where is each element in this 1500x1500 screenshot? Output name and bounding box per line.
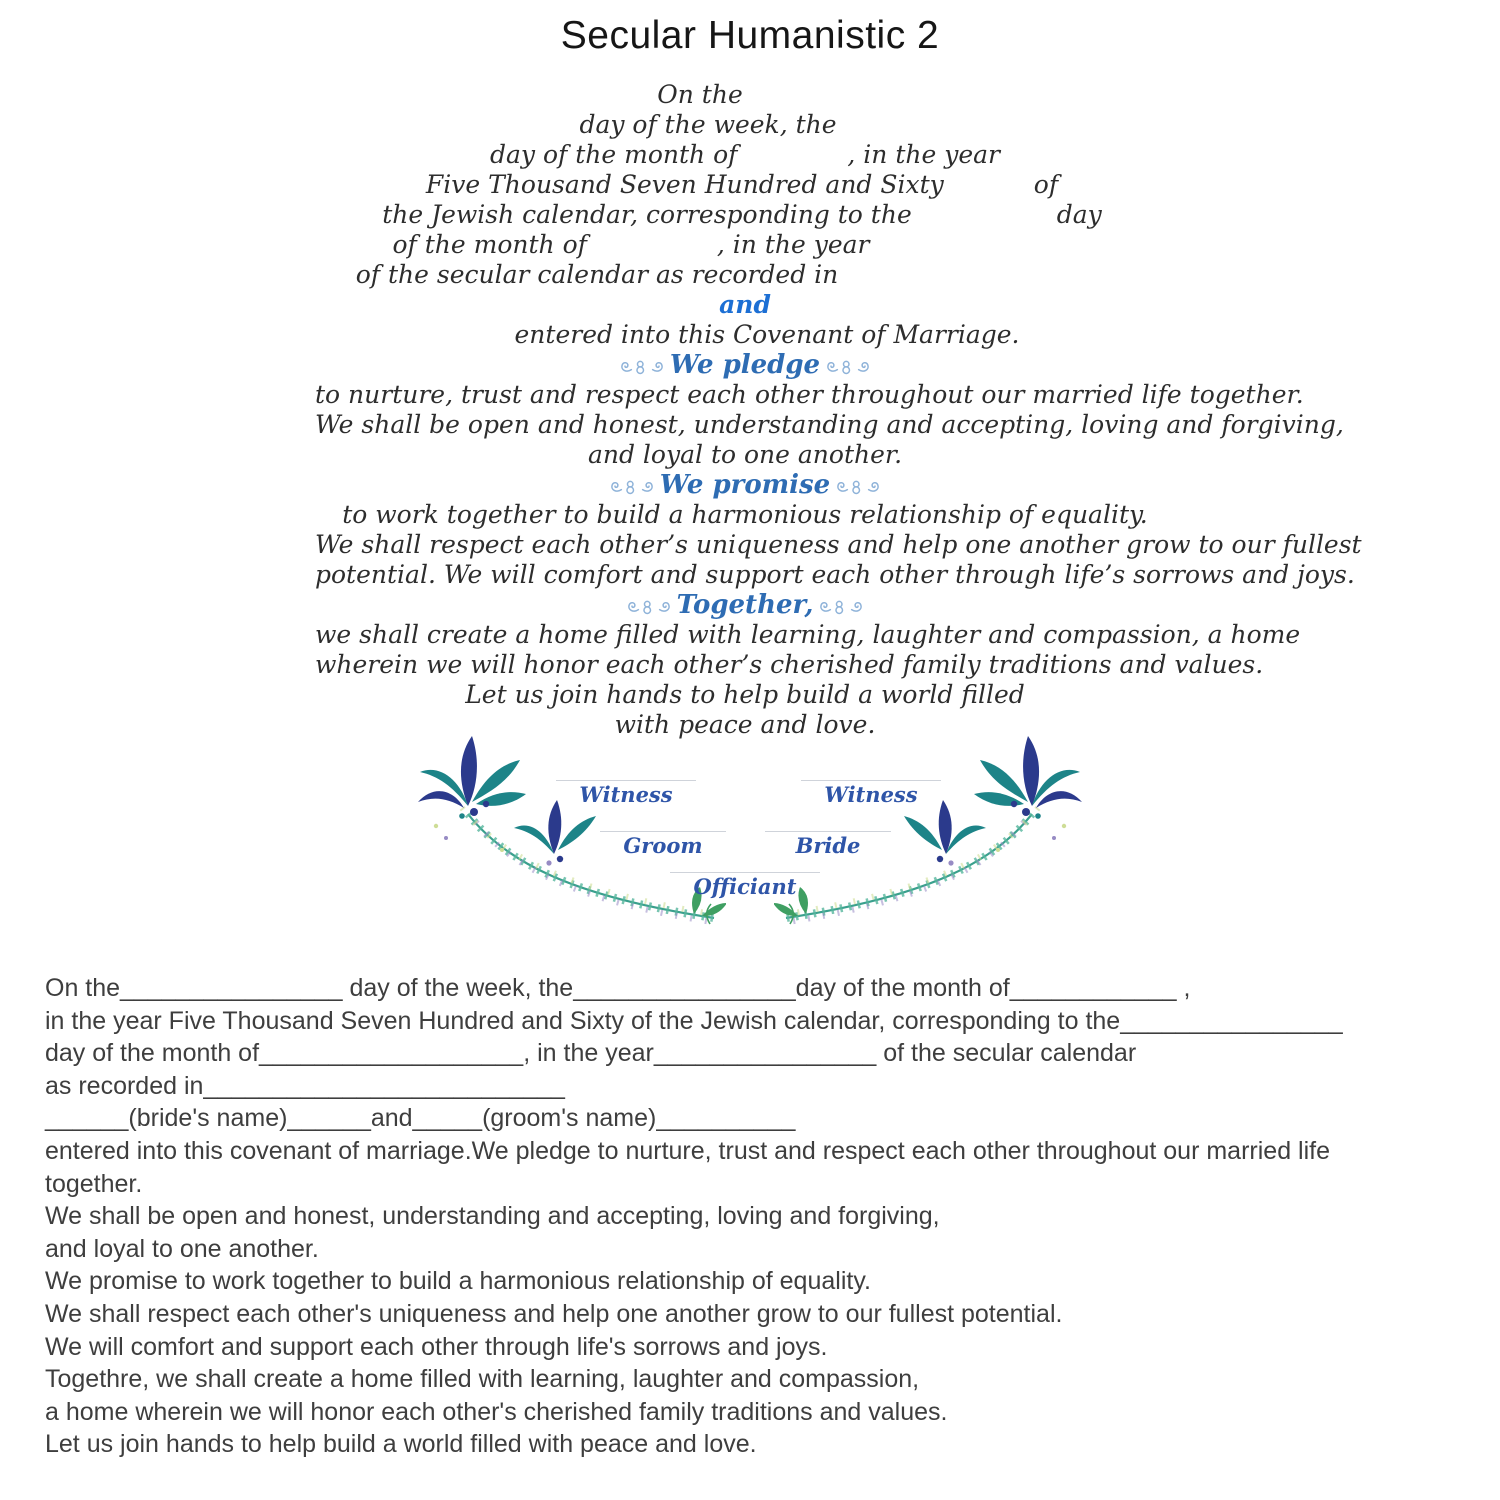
ketubah-line [315,410,1344,440]
ketubah-line [315,650,1264,680]
ketubah-text-segment: Together, [676,590,814,620]
legal-line: in the year Five Thousand Seven Hundred and Sixty of the Jewish calendar, corresponding to the________________ [45,1006,1343,1035]
fill-in-blank [944,191,1034,193]
fill-in-blank [737,161,847,163]
signature-slot-bride [765,831,891,858]
signature-line [765,831,891,832]
legal-line: day of the month of___________________, in the year________________ of the secular calendar [45,1039,1137,1068]
legal-line: Togethre, we shall create a home filled with learning, laughter and compassion, [45,1365,920,1394]
ketubah-line [270,80,1130,110]
signature-slot-witness-right [801,780,941,807]
ketubah-text-segment: Let us join hands to help build a world filled [465,680,1025,709]
ketubah-text-segment: , in the year [716,230,870,259]
legal-line: as recorded in__________________________ [45,1071,565,1100]
ketubah-line [315,530,1362,560]
swirl-ornament-icon [609,478,655,496]
ketubah-text-segment: entered into this Covenant of Marriage. [514,320,1020,349]
legal-line: entered into this covenant of marriage.We pledge to nurture, trust and respect each other throughout our married life [45,1136,1330,1165]
ketubah-heading-line [315,590,1175,620]
legal-line: We shall respect each other's uniqueness and help one another grow to our fullest potential. [45,1299,1063,1328]
legal-line: We shall be open and honest, understanding and accepting, loving and forgiving, [45,1202,940,1231]
legal-line: Let us join hands to help build a world filled with peace and love. [45,1430,757,1459]
signature-line [600,831,726,832]
ketubah-line [312,170,1172,200]
ketubah-line [315,680,1175,710]
ketubah-line [312,200,1172,230]
ketubah-text-segment: to work together to build a harmonious relationship of equality. [342,500,1148,529]
signature-label: Groom [623,833,703,858]
fill-in-blank [587,251,717,253]
signature-label: Witness [824,782,918,807]
ketubah-line [337,320,1197,350]
floral-garland-right-icon [774,726,1094,931]
ketubah-text-segment: We shall respect each other’s uniqueness and help one another grow to our fullest [315,530,1362,559]
legal-line: ______(bride's name)______and_____(groom's name)__________ [45,1104,796,1133]
ketubah-text-segment: Five Thousand Seven Hundred and Sixty [425,170,944,199]
ketubah-text-segment: of the month of [392,230,587,259]
signature-label: Bride [795,833,861,858]
ketubah-text-segment: day of the month of [490,140,738,169]
fill-in-blank [912,221,1057,223]
signature-slot-groom [600,831,726,858]
ketubah-line [315,380,1304,410]
ketubah-text-segment: the Jewish calendar, corresponding to the [382,200,912,229]
signature-slot-witness-left [556,780,696,807]
ketubah-text-segment: of [1033,170,1059,199]
ketubah-text-segment: day [1056,200,1102,229]
swirl-ornament-icon [626,598,672,616]
floral-branch-icon [406,726,726,931]
signature-line [801,780,941,781]
ketubah-line [201,230,1061,260]
ketubah-line [315,140,1175,170]
floral-garland-left-icon [406,726,726,931]
swirl-ornament-icon [825,358,871,376]
ketubah-text-segment: wherein we will honor each other’s cherished family traditions and values. [315,650,1264,679]
ketubah-line [315,500,1175,530]
ketubah-text-segment: We promise [659,470,831,500]
legal-line: a home wherein we will honor each other's cherished family traditions and values. [45,1397,948,1426]
signature-slot-officiant [670,872,820,899]
ketubah-text-segment: of the secular calendar as recorded in [355,260,839,289]
ketubah-line [315,560,1355,590]
ketubah-heading-line [315,470,1175,500]
legal-line: We promise to work together to build a harmonious relationship of equality. [45,1267,871,1296]
ketubah-text-segment: and [719,290,771,319]
ketubah-text-segment: We pledge [669,350,821,380]
ketubah-line [315,290,1175,320]
swirl-ornament-icon [835,478,881,496]
ketubah-text-segment: with peace and love. [614,710,876,739]
floral-branch-icon [774,726,1094,931]
ketubah-line [315,620,1301,650]
swirl-ornament-icon [818,598,864,616]
ketubah-text-segment: we shall create a home filled with learning, laughter and compassion, a home [315,620,1301,649]
ketubah-text-segment: day of the week, the [579,110,837,139]
legal-line: On the________________ day of the week, the________________day of the month of____________ , [45,974,1191,1002]
ketubah-text-segment: On the [657,80,743,109]
ketubah-text [315,80,1362,740]
signature-line [556,780,696,781]
ketubah-text-segment: , in the year [847,140,1000,169]
ketubah-text-segment: potential. We will comfort and support each other through life’s sorrows and joys. [315,560,1355,589]
signature-label: Officiant [693,874,797,899]
ketubah-text-segment: We shall be open and honest, understanding and accepting, loving and forgiving, [315,410,1344,439]
legal-line: We will comfort and support each other through life's sorrows and joys. [45,1332,828,1361]
swirl-ornament-icon [619,358,665,376]
legal-text [45,972,1473,1461]
legal-line: together. [45,1169,143,1198]
ketubah-text-segment: and loyal to one another. [587,440,903,469]
signature-line [670,872,820,873]
ketubah-text-segment: to nurture, trust and respect each other throughout our married life together. [315,380,1304,409]
ketubah-line [315,440,1175,470]
page-title: Secular Humanistic 2 [560,14,940,57]
ketubah-line [278,110,1138,140]
signature-label: Witness [579,782,673,807]
legal-line: and loyal to one another. [45,1234,319,1263]
ketubah-line [167,260,1027,290]
ketubah-heading-line [315,350,1175,380]
